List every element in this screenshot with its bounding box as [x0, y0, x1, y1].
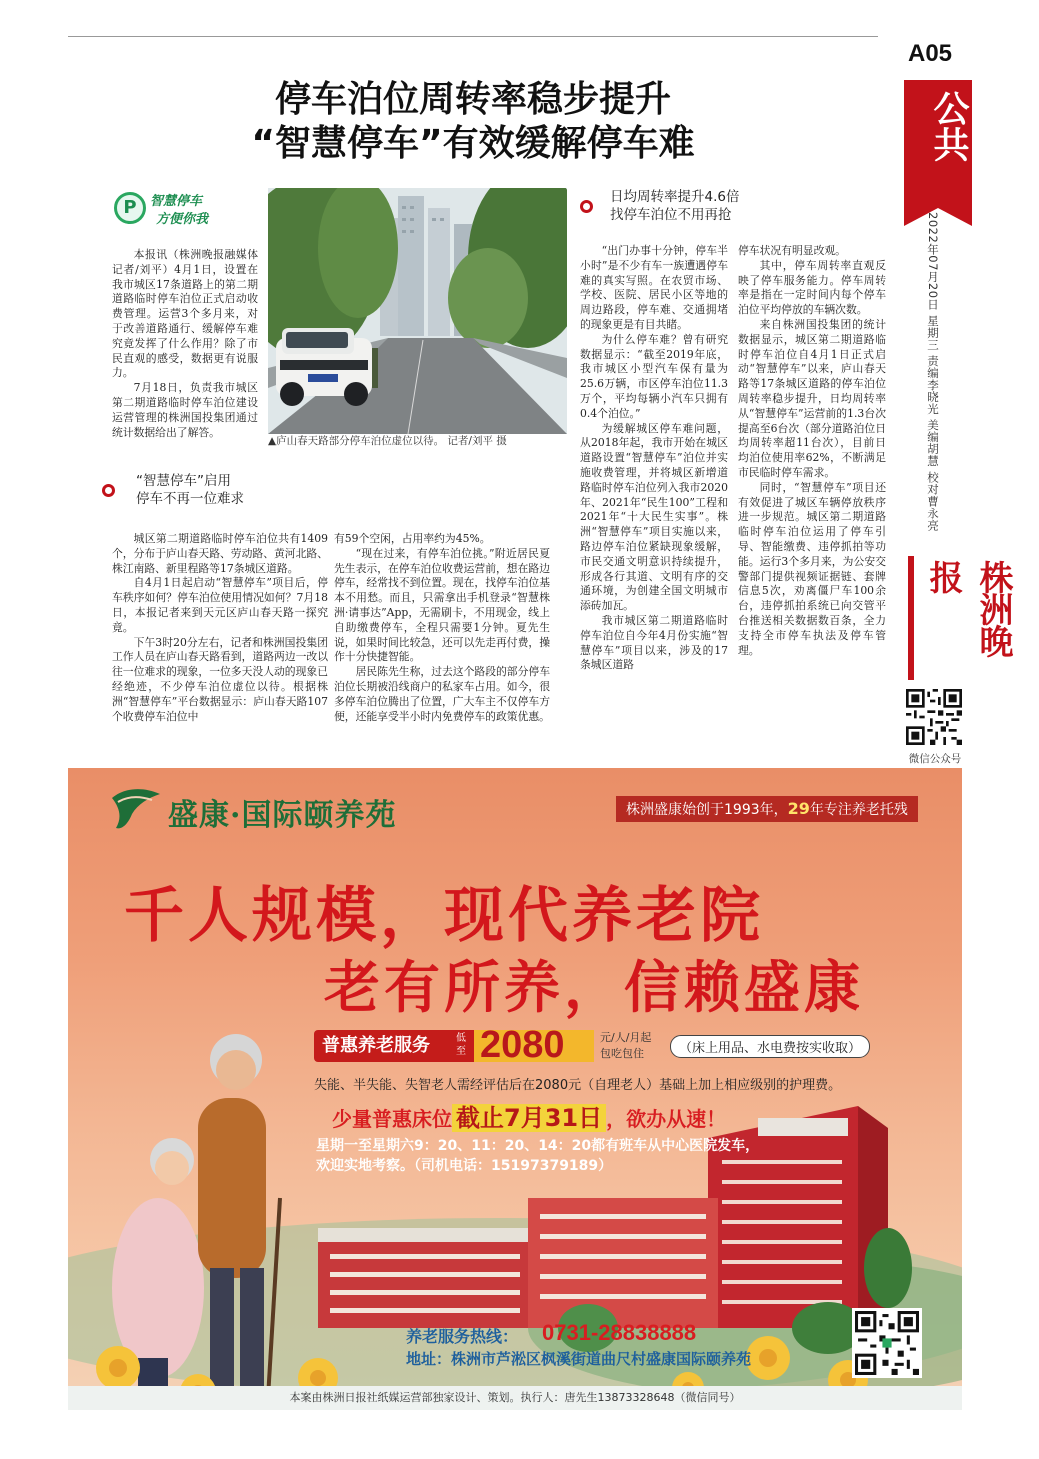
paragraph: “现在过来，有停车泊位挑。”附近居民夏先生表示，在停车泊位收费运营前，想在路边停车，经常找不到位置。现在，找停车泊位基本不用愁。而且，只需拿出手机登录“智慧株洲·请事达”App，无需刷卡，不用现金，线上自助缴费停车，全程只需要1分钟。夏先生说，如果时间比较急，还可以先走再付费，操作十分快捷智能。: [334, 546, 550, 664]
ad-beds-promo: 少量普惠床位 截止7月31日 ，欲办从速！: [332, 1104, 727, 1132]
hotline-number: 0731-28838888: [542, 1320, 697, 1345]
price-low-label: 低至: [456, 1033, 466, 1057]
paragraph: 为什么停车难？曾有研究数据显示：“截至2019年底，我市城区小型汽车保有量为25.6万辆，市区停车泊位11.3万个，平均每辆小汽车只拥有0.4个泊位。”: [580, 332, 728, 420]
paragraph: 城区第二期道路临时停车泊位共有1409个，分布于庐山春天路、劳动路、黄河北路、株江南路、新里程路等17条城区道路。: [112, 532, 328, 575]
lead-paragraph: 7月18日，负责我市城区第二期道路临时停车泊位建设运营管理的株洲国投集团通过统计数据给出了解答。: [112, 381, 258, 439]
ad-care-note: 失能、半失能、失智老人需经评估后在2080元（自理老人）基础上加上相应级别的护理费。: [314, 1078, 842, 1093]
headline-line-1: 停车泊位周转率稳步提升: [274, 79, 671, 120]
ad-shengkang: [68, 768, 962, 1410]
section2-col1: [580, 244, 728, 673]
ad-title-line-1: 千人规模，现代养老院: [124, 881, 764, 951]
subhead-2-line-1: 日均周转率提升4.6倍: [610, 189, 740, 205]
brand-hands-icon: [108, 784, 164, 832]
price-unit: 元/人/月起 包吃包住: [600, 1031, 652, 1060]
paragraph: 其中，停车周转率直观反映了停车服务能力。停车周转率是指在一定时间内每个停车泊位平均停放的车辆次数。: [738, 258, 886, 317]
ad-footer: 本案由株洲日报社纸媒运营部独家设计、策划。执行人：唐先生13873328648（微信同号）: [68, 1386, 962, 1410]
edition-info: 2022年07月20日 星期三 责编李晓光 美编胡慧 校对曹永亮: [926, 212, 940, 532]
ad-tagline: 株洲盛康始创于1993年，29年专注养老托残: [616, 796, 918, 822]
wechat-qr-code: [906, 689, 962, 745]
headline: [68, 78, 878, 166]
subhead-2: [610, 188, 739, 224]
lead-paragraph: 本报讯（株洲晚报融媒体记者/刘平）4月1日，设置在我市城区17条道路上的第二期道路临时停车泊位正式启动收费管理。运营3个多月来，对于改善道路通行、缓解停车难究竟发挥了什么作用？除了市民直观的感受，数据更有说服力。: [112, 248, 258, 380]
section-name: 公共: [928, 90, 970, 162]
headline-line-2: “智慧停车”有效缓解停车难: [251, 123, 695, 164]
lead-text: [112, 248, 258, 440]
top-rule: [68, 36, 878, 37]
street-parking-photo: [268, 188, 567, 434]
ad-brand-name: 盛康·国际颐养苑: [168, 798, 397, 833]
paragraph: 为缓解城区停车难问题，从2018年起，我市开始在城区道路设置“智慧停车”泊位并实施收费管理，并将城区新增道路临时停车泊位列入我市2020年、2021年“民生100”工程和2021年“十大民生实事”。株洲“智慧停车”项目实施以来，路边停车泊位紧缺现象缓解，市民交通文明意识持续提升，形成各行其道、文明有序的交通环境，为创建全国文明城市添砖加瓦。: [580, 421, 728, 613]
subhead-1-line-1: “智慧停车”启用: [136, 473, 231, 489]
ad-address: 地址：株洲市芦淞区枫溪街道曲尺村盛康国际颐养苑: [406, 1350, 752, 1368]
photo-caption: ▲庐山春天路部分停车泊位虚位以待。 记者/刘平 摄: [268, 435, 507, 447]
ad-title-line-2: 老有所养，信赖盛康: [324, 956, 864, 1021]
subhead-1-line-2: 停车不再一位难求: [136, 491, 244, 507]
logo-line-2: 方便你我: [156, 212, 209, 227]
price-includes: （床上用品、水电费按实收取）: [670, 1035, 870, 1058]
logo-line-1: 智慧停车: [150, 194, 203, 209]
paragraph: 我市城区第二期道路临时停车泊位自今年4月份实施“智慧停车”项目以来，涉及的17条城区道路: [580, 613, 728, 672]
paper-logo: [908, 556, 1013, 680]
service-label: 普惠养老服务: [314, 1030, 474, 1062]
paper-logo-text: 株洲晚报: [923, 560, 1013, 656]
paragraph: 停车状况有明显改观。: [738, 244, 846, 257]
bullet-icon: [580, 200, 593, 213]
ad-shuttle-info: 星期一至星期六9：20、11：20、14：20都有班车从中心医院发车， 欢迎实地考察。（司机电话：15197379189）: [316, 1138, 760, 1174]
subhead-1: [136, 472, 244, 508]
section-tab: [904, 80, 972, 208]
paragraph: 同时，“智慧停车”项目还有效促进了城区车辆停放秩序进一步规范。城区第二期道路临时停车泊位运用了停车引导、智能缴费、违停抓拍等功能。运行3个多月来，为公安交警部门提供视频证据链、套牌信息5次，劝离僵尸车100余台，违停抓拍系统已向交管平台推送相关数据数百条，全力支持全市停车执法及停车管理。: [738, 480, 886, 657]
paragraph: 居民陈先生称，过去这个路段的部分停车泊位长期被沿线商户的私家车占用。如今，很多停车泊位腾出了位置，广大车主不仅停车方便，还能享受半小时内免费停车的政策优惠。: [334, 665, 550, 723]
paragraph: 有59个空闲，占用率约为45%。: [334, 532, 491, 545]
smart-parking-logo: [112, 186, 252, 238]
section1-col2: [334, 532, 550, 724]
paragraph: 来自株洲国投集团的统计数据显示，城区第二期道路临时停车泊位自4月1日正式启动“智慧停车”以来，庐山春天路等17条城区道路的停车泊位周转率稳步提升，日均周转率从“智慧停车”运营前的1.3台次提高至6台次（部分道路泊位日均周转率超11台次），目前日均泊位使用率62%，不断满足市民临时停车需求。: [738, 317, 886, 479]
bullet-icon: [102, 484, 115, 497]
paragraph: 自4月1日起启动“智慧停车”项目后，停车秩序如何？停车泊位使用情况如何？7月18日，本报记者来到天元区庐山春天路一探究竟。: [112, 576, 328, 634]
section1-col1: [112, 532, 328, 724]
price-value: 2080: [480, 1024, 565, 1066]
paragraph: “出门办事十分钟，停车半小时”是不少有车一族遭遇停车难的真实写照。在农贸市场、学校、医院、居民小区等地的周边路段，停车难、交通拥堵的现象更是有目共睹。: [580, 244, 728, 331]
subhead-2-line-2: 找停车泊位不用再抢: [610, 207, 732, 223]
page-number: A05: [908, 40, 953, 67]
section2-col2: [738, 244, 886, 658]
wechat-label: 微信公众号: [908, 753, 962, 765]
paragraph: 下午3时20分左右，记者和株洲国投集团工作人员在庐山春天路看到，道路两边一改以往一位难求的现象，一位多天没人动的现象已经绝迹，不少停车泊位虚位以待。根据株洲“智慧停车”平台数据显示：庐山春天路107个收费停车泊位中: [112, 635, 328, 723]
parking-p-icon: P: [114, 192, 146, 224]
ad-qr-code: [852, 1308, 922, 1378]
hotline-label: 养老服务热线：: [406, 1327, 519, 1346]
